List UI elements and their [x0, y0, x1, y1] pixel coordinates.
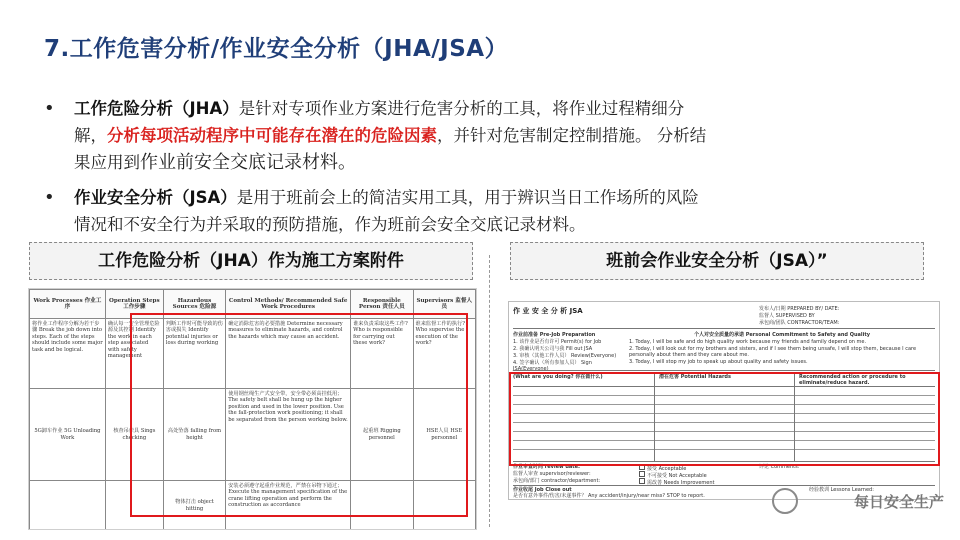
jha-cell: 安装必须遵守起重作业规范，严禁在吊物下通过；Execute the management specification of the crane lifting operation and perform the construction as accordance	[226, 481, 351, 531]
jha-cell: 确认每一安全管理危险源及其控制 Identify the work in each step associated with safety management	[105, 319, 163, 389]
jha-cell: 起重班 Rigging personnel	[351, 389, 413, 481]
jsa-status-label: 接受 Acceptable	[647, 466, 687, 472]
jsa-lessons: 经验教训 Lessons Learned:	[809, 487, 874, 493]
jha-cell: 5G卸车作业 5G Unloading Work	[30, 389, 106, 481]
jsa-supervised-by: 监督人 SUPERVISED BY	[759, 313, 815, 319]
bullet-dot: •	[44, 98, 55, 119]
bullet-jsa	[44, 184, 904, 240]
jha-cell: 判断工作时可能导致的伤害或损失 Identify potential injuries or loss during working	[163, 319, 225, 389]
jha-highlight: 分析每项活动程序中可能存在潜在的危险因素	[107, 126, 437, 145]
bullet-dot: •	[44, 187, 55, 208]
jsa-prep-item: 4. 签字确认（所有参加人员） Sign JSA(Everyone)	[513, 360, 592, 372]
jha-cell: 高处坠落 falling from height	[163, 389, 225, 481]
jha-cell: 使用钢丝绳生产式安全带，安全带必须高挂低用；The safety belt shall be hung up the higher position and used in the lower position. Use the fall-protection work positioning; it shall be separated from the person working below.	[226, 389, 351, 481]
jha-cell: 核查吊索具 Sings checking	[105, 389, 163, 481]
jsa-contractor: 承包商/团队 CONTRACTOR/TEAM:	[759, 320, 840, 326]
jha-text-b: 解，	[74, 126, 107, 145]
jsa-text-a: 是用于班前会上的简洁实用工具，用于辨识当日工作场所的风险	[236, 188, 699, 207]
checkbox-icon	[639, 471, 645, 477]
jsa-prep-item: 1. 该作业是否有许可 Permit(s) for Job	[513, 339, 602, 345]
jha-col-header: Control Methods/ Recommended Safe Work Procedures	[226, 290, 351, 319]
jsa-status-label: 不可接受 Not Acceptable	[647, 473, 707, 479]
jsa-highlight-frame	[509, 372, 940, 466]
jha-cell: 将作业工作程序分解为若干步骤 Break the job down into steps. Each of the steps should include some major task and be logical.	[30, 319, 106, 389]
jsa-review-item: 监督人审查 supervisor/reviewer:	[513, 471, 591, 477]
jha-cell	[30, 481, 106, 531]
jha-col-header: Work Processes 作业工序	[30, 290, 106, 319]
jsa-prep-item: 2. 我确认明天公司与我 Fill out JSA	[513, 346, 593, 352]
jsa-commitment-item: 1. Today, I will be safe and do high quality work because my friends and family depend on me.	[629, 339, 867, 345]
jsa-title: 作 业 安 全 分 析 JSA	[513, 307, 583, 315]
jha-cell: 谁来负责采取这些工作? Who is responsible for carrying out these work?	[351, 319, 413, 389]
jsa-prepared-by: 发布人/日期 PREPARED BY/ DATE:	[759, 306, 840, 312]
bullet-jha	[44, 95, 904, 177]
jha-col-header: Supervisors 监督人员	[413, 290, 475, 319]
jha-text-e: 作业前安全交底记录材料。	[140, 152, 356, 173]
jha-col-header: Operation Steps 工作步骤	[105, 290, 163, 319]
jha-text-a: 是针对专项作业方案进行危害分析的工具，将作业过程精细分	[238, 99, 685, 118]
slide-title: 7.工作危害分析/作业安全分析（JHA/JSA）	[44, 36, 509, 62]
jsa-rule	[513, 328, 935, 329]
watermark: 每日安全生产	[853, 493, 944, 511]
jha-col-header: Hazardous Sources 危险源	[163, 290, 225, 319]
jha-cell: 确定消除危害的必要措施 Determine necessary measures to eliminate hazards, and control the hazards which may cause an accident.	[226, 319, 351, 389]
jsa-review-header: 作业审查时间 review date:	[513, 464, 581, 470]
left-caption: 工作危险分析（JHA）作为施工方案附件	[29, 242, 473, 280]
jha-cell: HSE人员 HSE personnel	[413, 389, 475, 481]
bullet-jha-text	[74, 95, 904, 176]
jsa-rule	[513, 370, 935, 371]
jsa-commitment-header: 个人对安全质量的承诺 Personal Commitment to Safety and Quality	[694, 332, 870, 338]
jsa-closeout-header: 作业收尾 Job Close out	[513, 487, 572, 493]
jsa-review-item: 承包商/部门 contractor/department:	[513, 478, 601, 484]
checkbox-icon	[639, 478, 645, 484]
jha-text-d: 果应用到	[74, 153, 140, 172]
jsa-col-task: (What are you doing? 你在做什么)	[513, 374, 603, 380]
jsa-commitment-item: 3. Today, I will stop my job to speak up about quality and safety issues.	[629, 359, 808, 365]
jsa-comments: 评论 Comments:	[759, 464, 800, 470]
bullet-jsa-text	[74, 184, 904, 238]
jha-text-c: ，并针对危害制定控制措施。 分析结	[437, 126, 707, 145]
jsa-prep-header: 作业前准备 Pre-Job Preparation	[513, 332, 596, 338]
jha-col-header: Responsible Person 责任人员	[351, 290, 413, 319]
jha-cell: 谁来监督工作的执行? Who supervise the execution of the work?	[413, 319, 475, 389]
divider	[489, 255, 490, 527]
jsa-commitment-item: 2. Today, I will look out for my brothers and sisters, and if I see them being unsafe, I will stop them, because I care personally about them and they care about me.	[629, 346, 917, 358]
jsa-text-b: 情况和不安全行为并采取的预防措施，作为班前会安全交底记录材料。	[74, 215, 586, 234]
jsa-rule	[513, 485, 935, 486]
jsa-term: 作业安全分析（JSA）	[74, 188, 237, 207]
jsa-col-hazard: 潜在危害 Potential Hazards	[659, 374, 731, 380]
jsa-prep-item: 3. 审核（其他工作人员） Review(Everyone)	[513, 353, 617, 359]
jsa-col-action: Recommended action or procedure to eliminate/reduce hazard.	[799, 374, 906, 386]
jha-highlight-frame	[130, 313, 468, 517]
wechat-logo-icon	[772, 488, 798, 514]
jha-cell: 物体打击 object hitting	[163, 481, 225, 531]
jsa-status-label: 需改善 Needs Improvement	[647, 480, 715, 486]
jsa-closeout-text: 是否有意外事件/伤害/未遂事件？ Any accident/injury/near miss? STOP to report.	[513, 493, 705, 499]
jha-term: 工作危险分析（JHA）	[74, 99, 239, 118]
right-caption: 班前会作业安全分析（JSA）”	[510, 242, 924, 280]
